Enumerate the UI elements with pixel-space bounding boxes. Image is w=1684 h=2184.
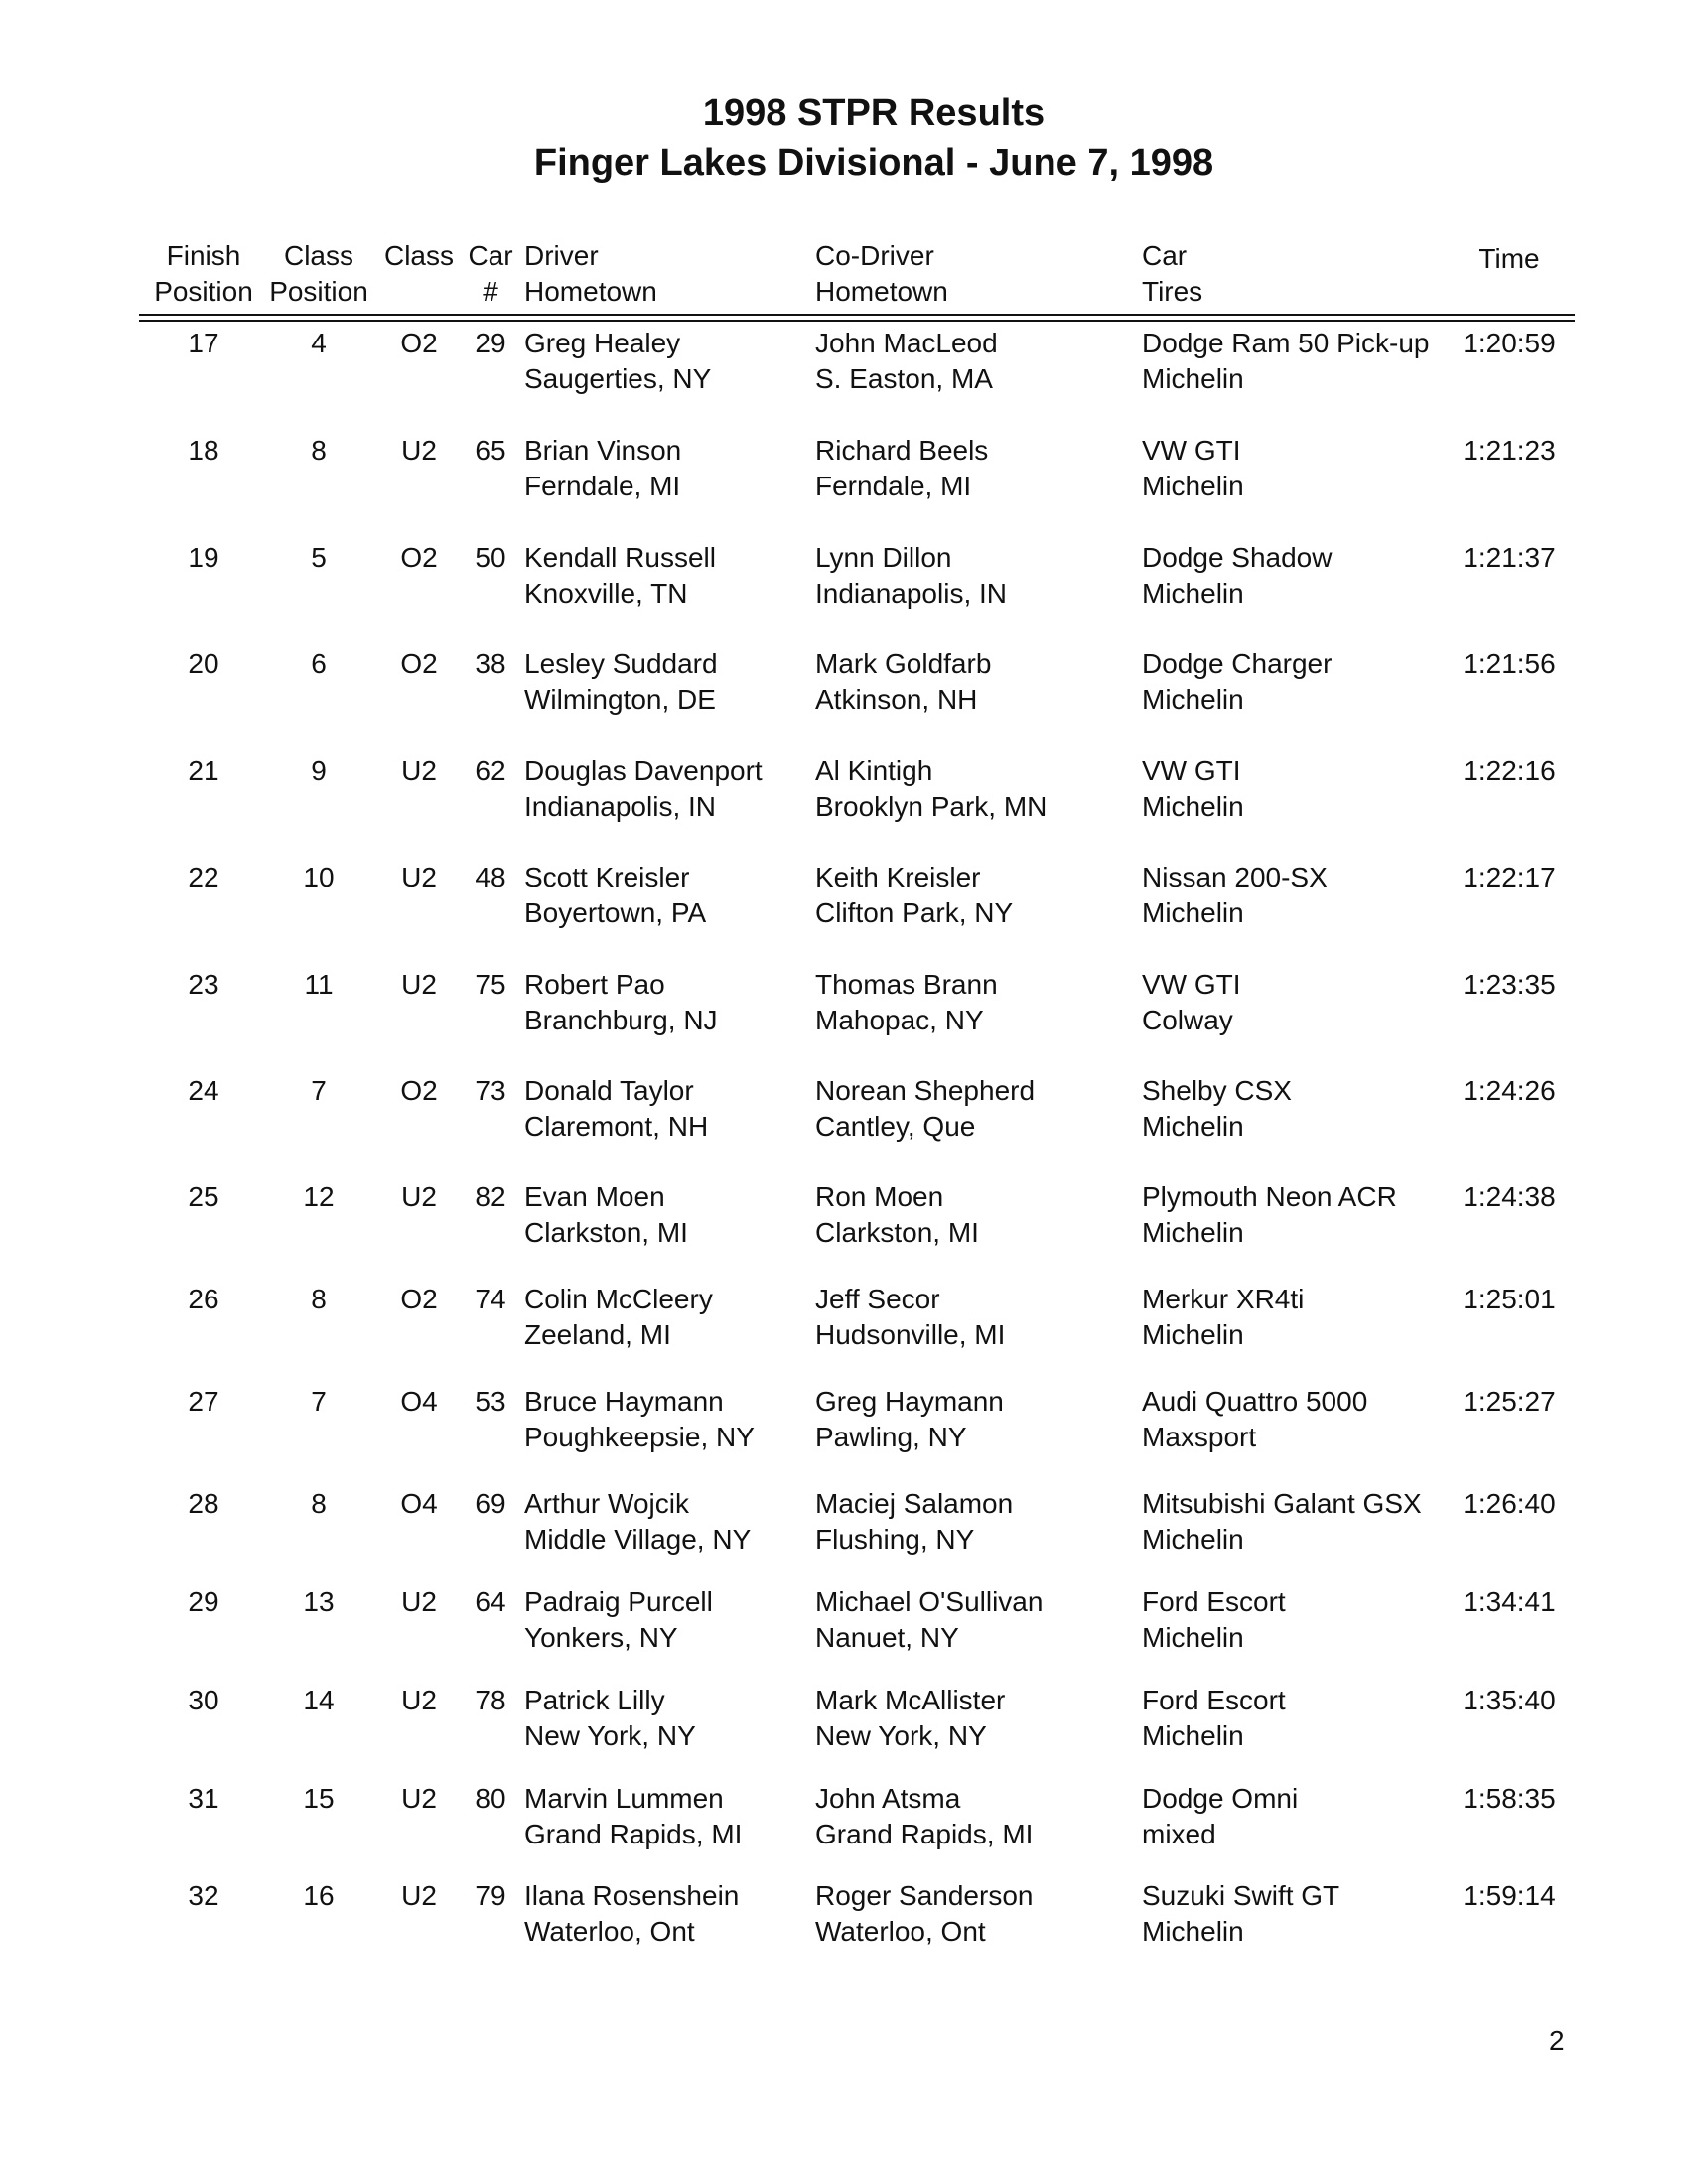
cell-codriver-hometown: Hudsonville, MI [815,1319,1006,1350]
cell-driver-hometown: Indianapolis, IN [524,791,717,822]
cell-class-pos: 10 [303,862,335,892]
cell-class: O2 [400,542,438,573]
cell-driver-hometown: Waterloo, Ont [524,1916,695,1947]
cell-class: O2 [400,1075,438,1106]
cell-driver-hometown: Zeeland, MI [524,1319,671,1350]
cell-car: Dodge Omni [1142,1783,1299,1814]
cell-car-num: 73 [475,1075,506,1106]
cell-codriver-hometown: Ferndale, MI [815,471,972,501]
cell-driver-hometown: Claremont, NH [524,1111,709,1142]
cell-driver-hometown: Ferndale, MI [524,471,681,501]
cell-class: U2 [401,755,437,786]
cell-tires: Michelin [1142,1720,1244,1751]
cell-class: O2 [400,648,438,679]
cell-codriver: Jeff Secor [815,1284,940,1314]
cell-driver: Kendall Russell [524,542,716,573]
cell-class-pos: 14 [303,1685,335,1715]
cell-finish: 17 [188,328,219,358]
cell-codriver-hometown: Pawling, NY [815,1422,967,1452]
cell-codriver-hometown: Clifton Park, NY [815,897,1014,928]
table-row [0,860,1684,939]
header-time: Time [1478,243,1540,274]
table-row [0,1683,1684,1762]
cell-driver: Greg Healey [524,328,681,358]
cell-driver: Colin McCleery [524,1284,713,1314]
cell-driver: Donald Taylor [524,1075,694,1106]
cell-time: 1:35:40 [1463,1685,1556,1715]
cell-class: U2 [401,969,437,1000]
cell-car-num: 74 [475,1284,506,1314]
cell-car: VW GTI [1142,435,1241,466]
cell-class: U2 [401,862,437,892]
table-row [0,326,1684,405]
header-divider-top [139,314,1575,316]
table-row [0,1073,1684,1153]
cell-class-pos: 13 [303,1586,335,1617]
table-row [0,646,1684,726]
table-row [0,1384,1684,1463]
cell-time: 1:34:41 [1463,1586,1556,1617]
header-car-number-line2: # [483,276,498,307]
cell-codriver-hometown: S. Easton, MA [815,363,993,394]
table-row [0,1179,1684,1259]
cell-codriver: Norean Shepherd [815,1075,1036,1106]
cell-codriver: Lynn Dillon [815,542,952,573]
cell-class: O2 [400,328,438,358]
cell-driver: Bruce Haymann [524,1386,724,1417]
cell-driver: Robert Pao [524,969,665,1000]
cell-car: Plymouth Neon ACR [1142,1181,1397,1212]
cell-finish: 25 [188,1181,219,1212]
cell-finish: 27 [188,1386,219,1417]
cell-tires: Michelin [1142,791,1244,822]
cell-tires: Michelin [1142,363,1244,394]
cell-car-num: 62 [475,755,506,786]
cell-codriver: Keith Kreisler [815,862,981,892]
cell-class-pos: 9 [311,755,327,786]
cell-time: 1:26:40 [1463,1488,1556,1519]
cell-tires: Michelin [1142,1916,1244,1947]
cell-codriver: Thomas Brann [815,969,998,1000]
cell-codriver: Maciej Salamon [815,1488,1014,1519]
header-codriver-line1: Co-Driver [815,240,934,271]
cell-driver: Evan Moen [524,1181,665,1212]
cell-car: Mitsubishi Galant GSX [1142,1488,1422,1519]
cell-tires: Michelin [1142,1622,1244,1653]
cell-driver-hometown: Wilmington, DE [524,684,716,715]
cell-car: Ford Escort [1142,1586,1286,1617]
cell-driver-hometown: New York, NY [524,1720,696,1751]
cell-finish: 31 [188,1783,219,1814]
cell-driver: Scott Kreisler [524,862,690,892]
cell-codriver: Greg Haymann [815,1386,1004,1417]
cell-driver: Lesley Suddard [524,648,718,679]
cell-class-pos: 8 [311,1284,327,1314]
cell-car-num: 48 [475,862,506,892]
cell-finish: 32 [188,1880,219,1911]
header-divider-bottom [139,320,1575,322]
cell-codriver-hometown: Atkinson, NH [815,684,978,715]
cell-driver: Brian Vinson [524,435,682,466]
cell-driver: Marvin Lummen [524,1783,724,1814]
cell-finish: 19 [188,542,219,573]
cell-class-pos: 12 [303,1181,335,1212]
cell-class: U2 [401,1586,437,1617]
page-subtitle: Finger Lakes Divisional - June 7, 1998 [533,142,1214,184]
header-driver-line1: Driver [524,240,599,271]
cell-car: Ford Escort [1142,1685,1286,1715]
cell-class-pos: 8 [311,1488,327,1519]
cell-class-pos: 7 [311,1386,327,1417]
cell-time: 1:24:38 [1463,1181,1556,1212]
table-row [0,433,1684,512]
cell-driver-hometown: Clarkston, MI [524,1217,688,1248]
cell-car-num: 38 [475,648,506,679]
cell-car: Dodge Shadow [1142,542,1333,573]
cell-driver-hometown: Middle Village, NY [524,1524,752,1555]
cell-car-num: 79 [475,1880,506,1911]
cell-class: U2 [401,1181,437,1212]
cell-finish: 18 [188,435,219,466]
cell-codriver-hometown: Cantley, Que [815,1111,976,1142]
cell-car: Dodge Ram 50 Pick-up [1142,328,1430,358]
cell-tires: Colway [1142,1005,1233,1035]
cell-class: O4 [400,1488,438,1519]
cell-tires: Michelin [1142,684,1244,715]
header-class-position-line2: Position [269,276,368,307]
cell-codriver-hometown: Brooklyn Park, MN [815,791,1048,822]
cell-car: Dodge Charger [1142,648,1333,679]
cell-time: 1:21:23 [1463,435,1556,466]
cell-codriver: Richard Beels [815,435,989,466]
cell-class-pos: 11 [304,969,334,1000]
table-row [0,1584,1684,1664]
cell-class: U2 [401,1685,437,1715]
cell-finish: 29 [188,1586,219,1617]
cell-car-num: 80 [475,1783,506,1814]
cell-codriver: Ron Moen [815,1181,944,1212]
cell-codriver: John MacLeod [815,328,998,358]
cell-car: VW GTI [1142,969,1241,1000]
cell-driver-hometown: Grand Rapids, MI [524,1819,743,1849]
cell-class-pos: 5 [311,542,327,573]
cell-tires: Michelin [1142,1111,1244,1142]
header-class-position-line1: Class [283,240,353,271]
cell-tires: Michelin [1142,1319,1244,1350]
cell-driver: Ilana Rosenshein [524,1880,740,1911]
cell-time: 1:20:59 [1463,328,1556,358]
cell-driver-hometown: Yonkers, NY [524,1622,678,1653]
cell-time: 1:25:27 [1463,1386,1556,1417]
header-finish-line1: Finish [166,240,241,271]
cell-driver: Patrick Lilly [524,1685,665,1715]
cell-driver-hometown: Poughkeepsie, NY [524,1422,755,1452]
cell-codriver-hometown: Indianapolis, IN [815,578,1008,609]
cell-car-num: 29 [475,328,506,358]
cell-car-num: 78 [475,1685,506,1715]
table-row [0,1282,1684,1361]
cell-car-num: 82 [475,1181,506,1212]
table-row [0,967,1684,1046]
cell-finish: 23 [188,969,219,1000]
cell-class-pos: 15 [303,1783,335,1814]
cell-car-num: 75 [475,969,506,1000]
cell-driver-hometown: Boyertown, PA [524,897,707,928]
cell-codriver-hometown: Clarkston, MI [815,1217,979,1248]
cell-car-num: 69 [475,1488,506,1519]
cell-finish: 26 [188,1284,219,1314]
cell-tires: Michelin [1142,578,1244,609]
cell-codriver-hometown: Waterloo, Ont [815,1916,986,1947]
cell-finish: 30 [188,1685,219,1715]
cell-tires: Michelin [1142,471,1244,501]
header-driver-line2: Hometown [524,276,657,307]
cell-class: U2 [401,435,437,466]
cell-time: 1:25:01 [1463,1284,1556,1314]
cell-driver: Douglas Davenport [524,755,763,786]
table-row [0,540,1684,619]
cell-driver-hometown: Branchburg, NJ [524,1005,718,1035]
cell-driver: Padraig Purcell [524,1586,713,1617]
cell-car-num: 65 [475,435,506,466]
header-finish-line2: Position [154,276,253,307]
cell-car: Merkur XR4ti [1142,1284,1305,1314]
cell-codriver-hometown: Grand Rapids, MI [815,1819,1034,1849]
cell-car-num: 50 [475,542,506,573]
cell-finish: 28 [188,1488,219,1519]
cell-tires: mixed [1142,1819,1216,1849]
cell-codriver: Mark Goldfarb [815,648,992,679]
cell-driver-hometown: Saugerties, NY [524,363,712,394]
cell-car: Suzuki Swift GT [1142,1880,1340,1911]
table-row [0,753,1684,833]
cell-codriver-hometown: Mahopac, NY [815,1005,984,1035]
cell-codriver: Michael O'Sullivan [815,1586,1044,1617]
cell-class-pos: 4 [311,328,327,358]
cell-class: O4 [400,1386,438,1417]
cell-codriver: Mark McAllister [815,1685,1006,1715]
cell-time: 1:24:26 [1463,1075,1556,1106]
page-number: 2 [1549,2025,1565,2056]
table-row [0,1781,1684,1860]
header-car-number-line1: Car [468,240,513,271]
cell-finish: 20 [188,648,219,679]
cell-class-pos: 8 [311,435,327,466]
cell-codriver-hometown: New York, NY [815,1720,987,1751]
cell-tires: Maxsport [1142,1422,1257,1452]
cell-class: O2 [400,1284,438,1314]
cell-time: 1:21:37 [1463,542,1556,573]
header-car-line2: Tires [1142,276,1203,307]
cell-tires: Michelin [1142,897,1244,928]
cell-tires: Michelin [1142,1524,1244,1555]
cell-time: 1:59:14 [1463,1880,1556,1911]
cell-time: 1:23:35 [1463,969,1556,1000]
table-row [0,1486,1684,1566]
cell-car-num: 64 [475,1586,506,1617]
cell-codriver-hometown: Flushing, NY [815,1524,975,1555]
cell-class: U2 [401,1783,437,1814]
cell-car: Nissan 200-SX [1142,862,1328,892]
cell-class-pos: 7 [311,1075,327,1106]
cell-codriver: Roger Sanderson [815,1880,1034,1911]
cell-car: Audi Quattro 5000 [1142,1386,1368,1417]
cell-tires: Michelin [1142,1217,1244,1248]
cell-time: 1:21:56 [1463,648,1556,679]
cell-class: U2 [401,1880,437,1911]
cell-car: VW GTI [1142,755,1241,786]
cell-finish: 24 [188,1075,219,1106]
header-class: Class [383,240,454,271]
cell-class-pos: 16 [303,1880,335,1911]
header-codriver-line2: Hometown [815,276,948,307]
cell-time: 1:58:35 [1463,1783,1556,1814]
cell-car-num: 53 [475,1386,506,1417]
cell-driver: Arthur Wojcik [524,1488,689,1519]
cell-finish: 21 [188,755,219,786]
cell-driver-hometown: Knoxville, TN [524,578,688,609]
cell-codriver-hometown: Nanuet, NY [815,1622,959,1653]
header-car-line1: Car [1142,240,1188,271]
cell-finish: 22 [188,862,219,892]
cell-class-pos: 6 [311,648,327,679]
table-row [0,1878,1684,1958]
cell-time: 1:22:16 [1463,755,1556,786]
cell-codriver: Al Kintigh [815,755,933,786]
cell-codriver: John Atsma [815,1783,961,1814]
cell-car: Shelby CSX [1142,1075,1292,1106]
page-title: 1998 STPR Results [702,92,1046,134]
cell-time: 1:22:17 [1463,862,1556,892]
